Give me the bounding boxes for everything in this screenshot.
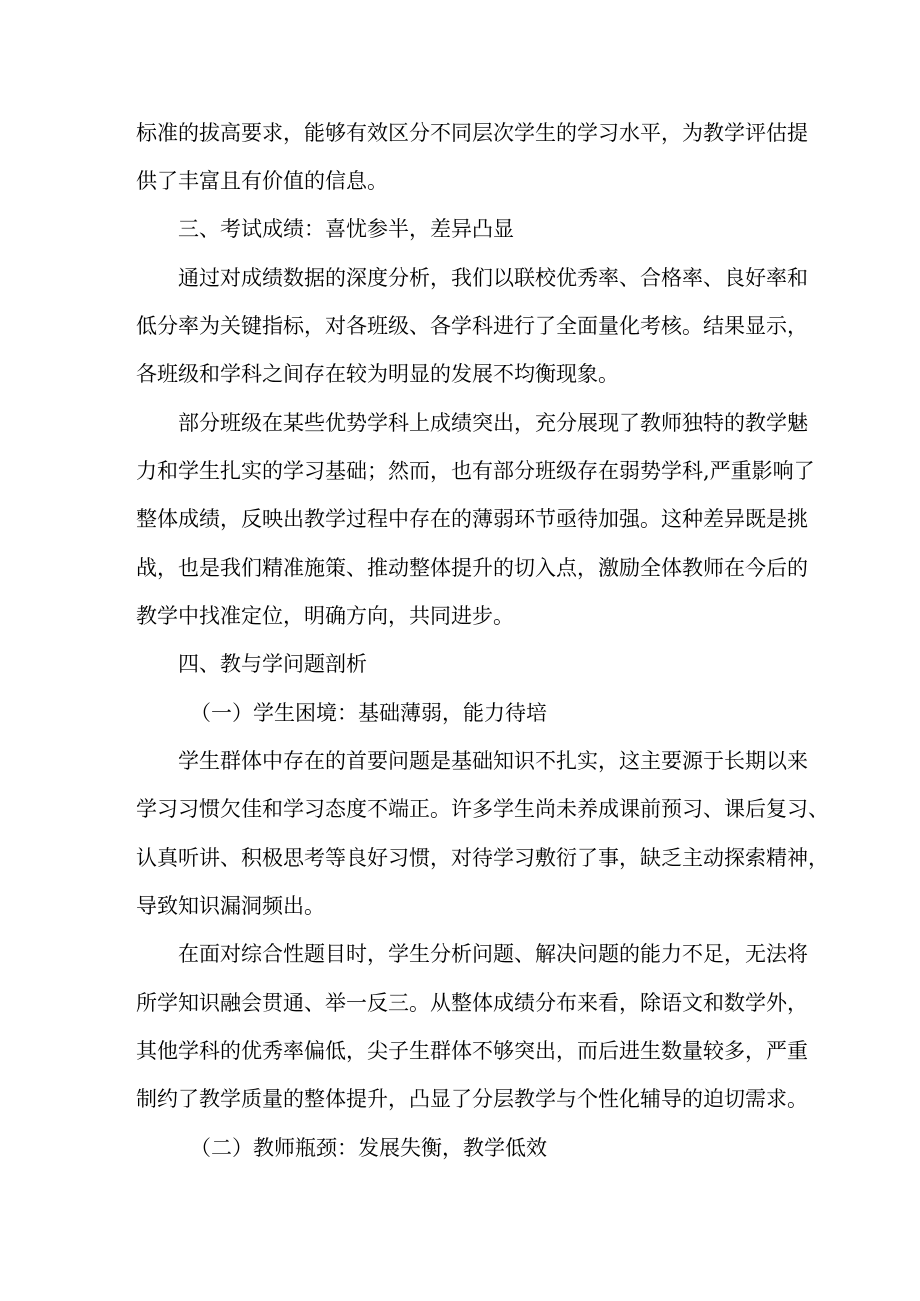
paragraph-line: 教学中找准定位，明确方向，共同进步。 (136, 604, 514, 628)
paragraph-line: 学习习惯欠佳和学习态度不端正。许多学生尚未养成课前预习、课后复习、 (136, 797, 829, 821)
paragraph-line: 通过对成绩数据的深度分析，我们以联校优秀率、合格率、良好率和 (178, 266, 808, 290)
paragraph-line: 制约了教学质量的整体提升，凸显了分层教学与个性化辅导的迫切需求。 (136, 1087, 808, 1111)
paragraph-line: 认真听讲、积极思考等良好习惯，对待学习敷衍了事，缺乏主动探索精神， (136, 846, 829, 870)
paragraph-line: 战，也是我们精准施策、推动整体提升的切入点，激励全体教师在今后的 (136, 556, 808, 580)
paragraph-line: 低分率为关键指标，对各班级、各学科进行了全面量化考核。结果显示， (136, 314, 808, 338)
paragraph-line: 学生群体中存在的首要问题是基础知识不扎实，这主要源于长期以来 (178, 749, 808, 773)
section-heading-3: 三、考试成绩：喜忧参半，差异凸显 (178, 217, 514, 241)
paragraph-line: 各班级和学科之间存在较为明显的发展不均衡现象。 (136, 362, 619, 386)
paragraph-line: 部分班级在某些优势学科上成绩突出，充分展现了教师独特的教学魅 (178, 411, 808, 435)
paragraph-line: 导致知识漏洞频出。 (136, 894, 325, 918)
paragraph-line: 在面对综合性题目时，学生分析问题、解决问题的能力不足，无法将 (178, 942, 808, 966)
subsection-heading-1: （一）学生困境：基础薄弱，能力待培 (190, 701, 547, 725)
paragraph-line: 力和学生扎实的学习基础；然而，也有部分班级存在弱势学科,严重影响了 (136, 459, 815, 483)
paragraph-line: 供了丰富且有价值的信息。 (136, 169, 388, 193)
paragraph-line: 标准的拔高要求，能够有效区分不同层次学生的学习水平，为教学评估提 (136, 121, 808, 145)
subsection-heading-2: （二）教师瓶颈：发展失衡，教学低效 (190, 1136, 547, 1160)
paragraph-line: 所学知识融会贯通、举一反三。从整体成绩分布来看，除语文和数学外， (136, 991, 808, 1015)
paragraph-line: 其他学科的优秀率偏低，尖子生群体不够突出，而后进生数量较多，严重 (136, 1039, 808, 1063)
section-heading-4: 四、教与学问题剖析 (178, 652, 367, 676)
paragraph-line: 整体成绩，反映出教学过程中存在的薄弱环节亟待加强。这种差异既是挑 (136, 507, 808, 531)
